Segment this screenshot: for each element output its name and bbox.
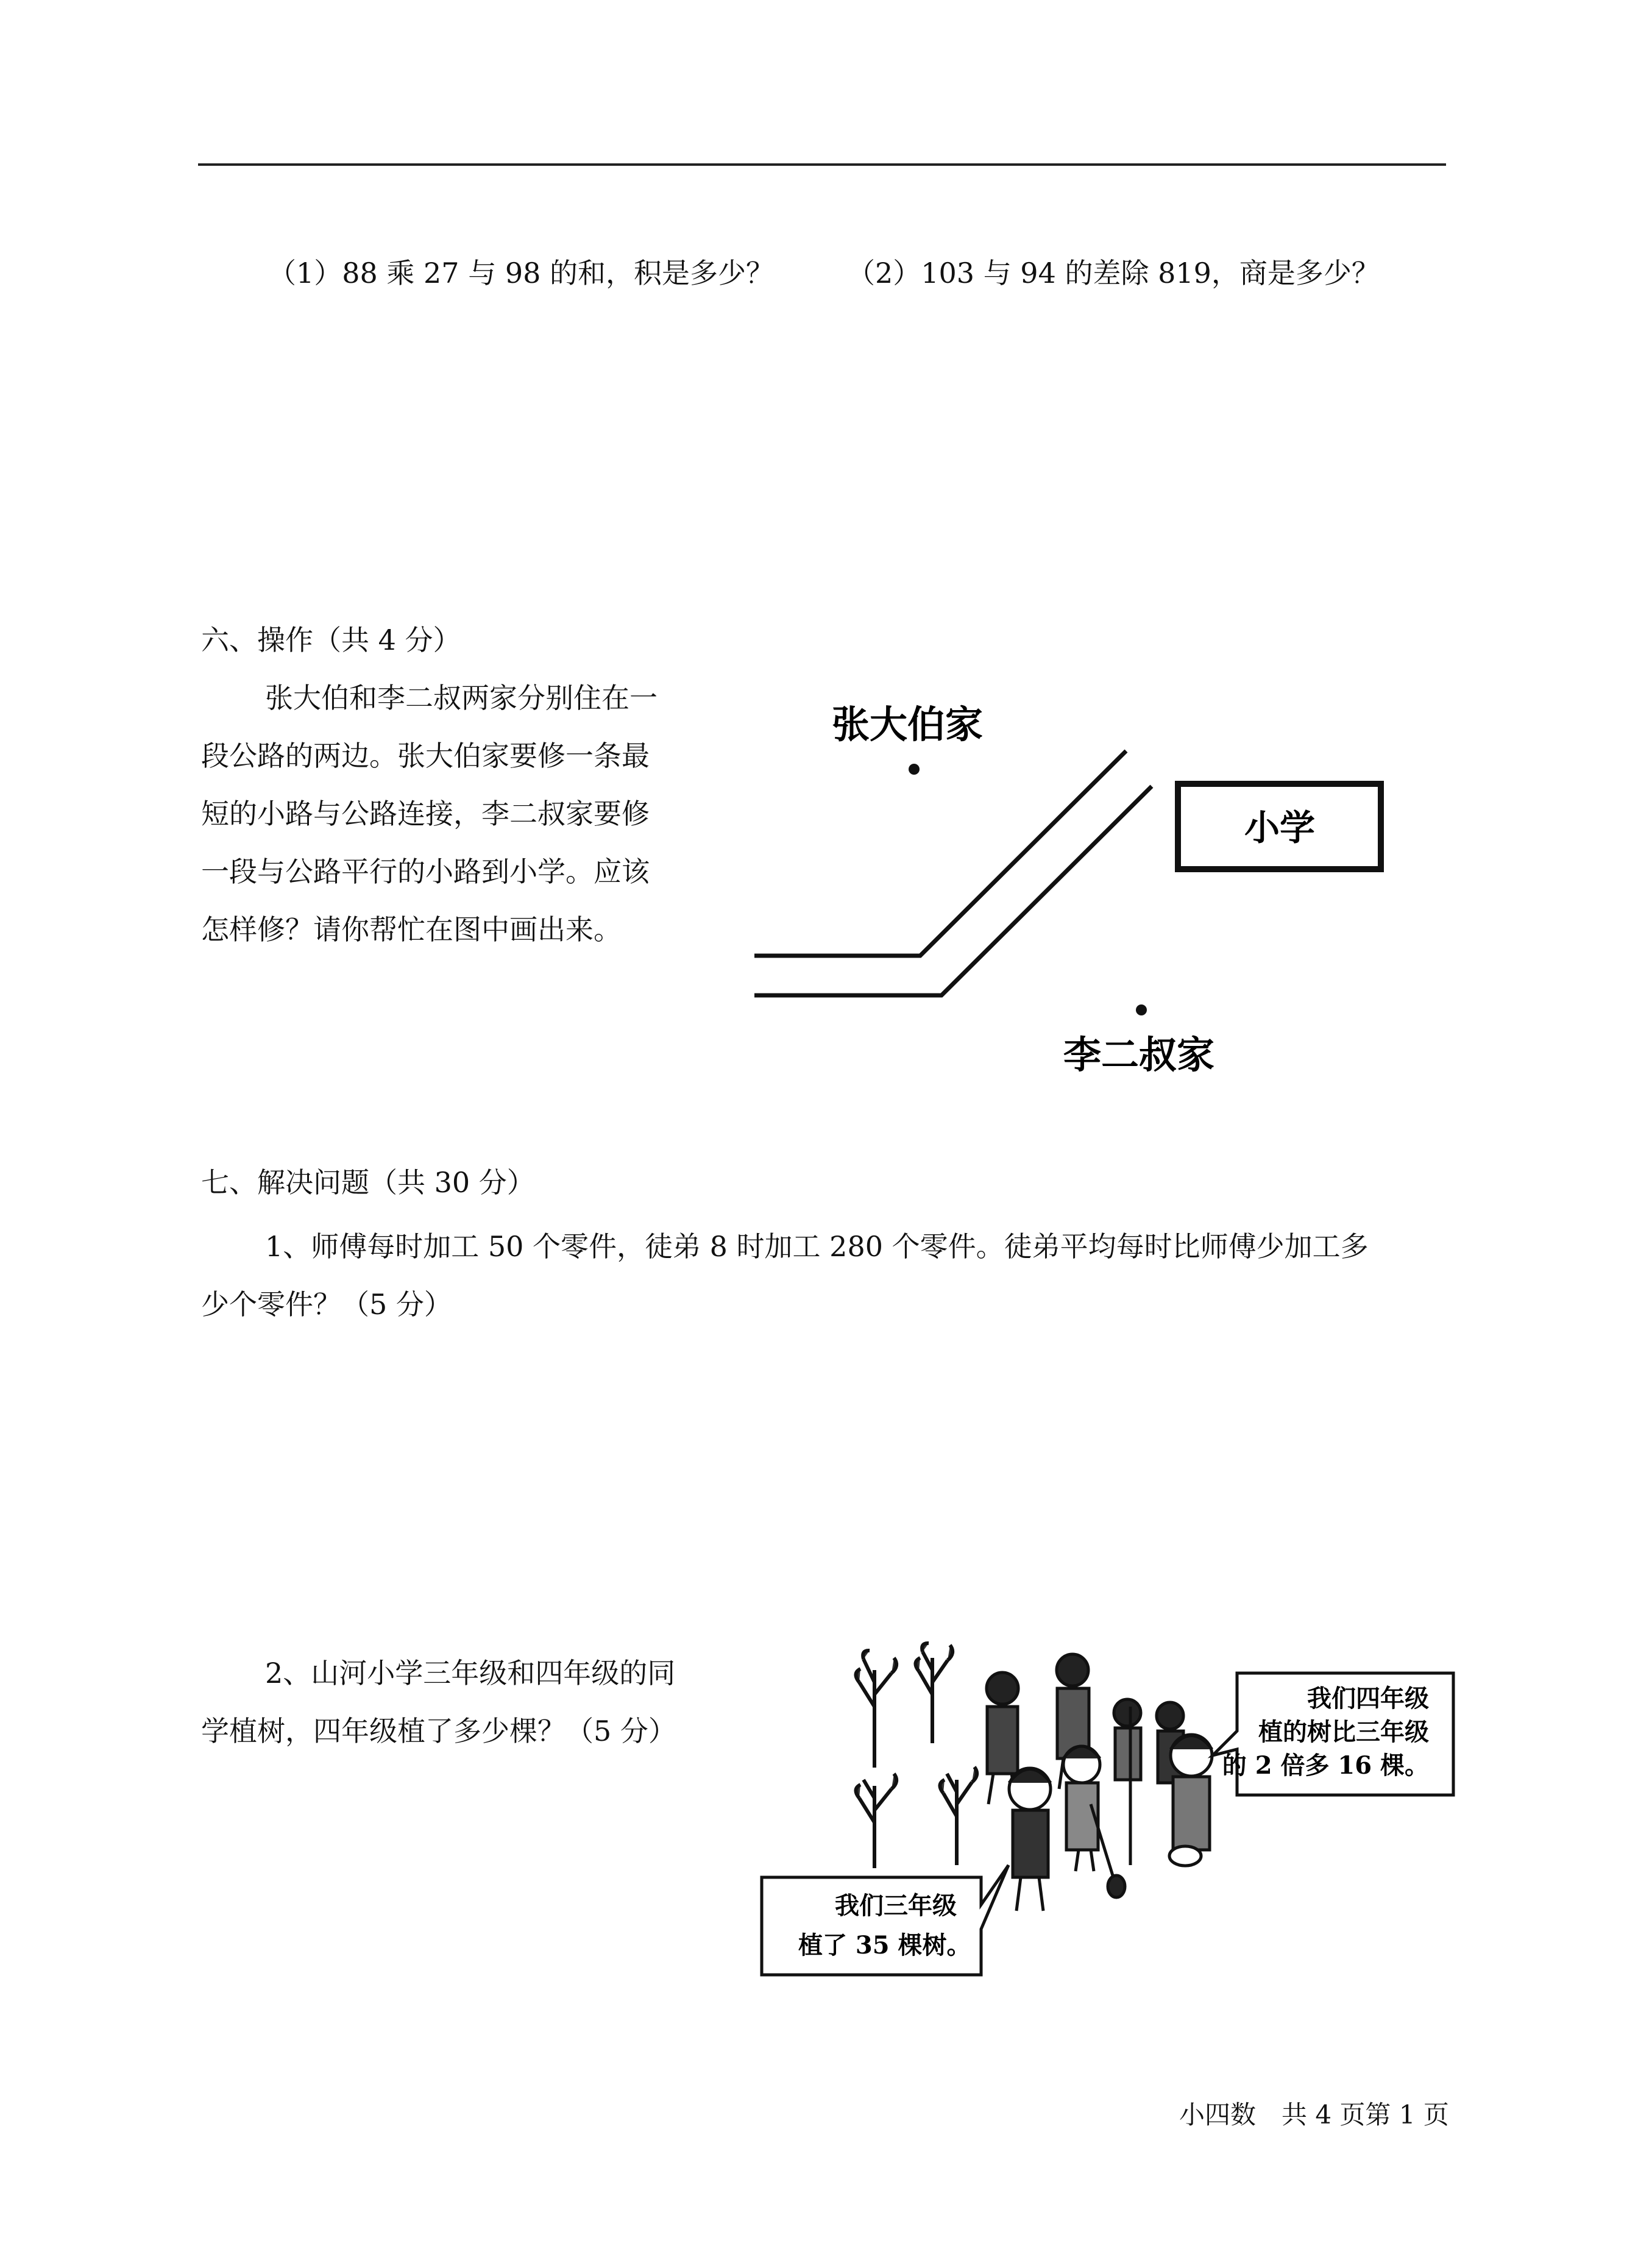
section6-line: 段公路的两边。张大伯家要修一条最 xyxy=(201,739,650,772)
problem1-line: 少个零件？（5 分） xyxy=(201,1288,452,1321)
road-edge-upper xyxy=(754,751,1126,956)
child-figure xyxy=(1169,1735,1212,1866)
section7-heading: 七、解决问题（共 30 分） xyxy=(201,1166,535,1199)
bubble-grade3-line: 我们三年级 xyxy=(835,1891,957,1920)
child-figure xyxy=(1114,1699,1141,1780)
bubble-grade3-line: 植了 35 棵树。 xyxy=(798,1931,971,1960)
problem2-line: 学植树，四年级植了多少棵？（5 分） xyxy=(201,1715,676,1747)
tree-icon xyxy=(856,1651,896,1768)
bubble-grade4-line: 的 2 倍多 16 棵。 xyxy=(1222,1751,1429,1780)
question-2: （2）103 与 94 的差除 819，商是多少？ xyxy=(847,257,1380,290)
tree-icon xyxy=(940,1767,977,1865)
section6-line: 怎样修？请你帮忙在图中画出来。 xyxy=(201,913,622,946)
section6-line: 一段与公路平行的小路到小学。应该 xyxy=(201,855,650,888)
children-group xyxy=(987,1654,1212,1911)
bubble-grade4-line: 植的树比三年级 xyxy=(1258,1718,1429,1746)
li-house-label: 李二叔家 xyxy=(1063,1033,1215,1077)
page-footer: 小四数 共 4 页第 1 页 xyxy=(1179,2100,1449,2130)
tree-illustration xyxy=(856,1643,977,1868)
speech-bubble-grade4 xyxy=(1213,1673,1453,1795)
tree-icon xyxy=(915,1643,952,1743)
section6-line: 张大伯和李二叔两家分别住在一 xyxy=(265,681,658,714)
speech-bubble-grade3 xyxy=(762,1865,1009,1975)
shovel-blade-icon xyxy=(1108,1875,1125,1897)
zhang-house-dot xyxy=(909,764,920,775)
bubble-grade4-line: 我们四年级 xyxy=(1307,1684,1429,1713)
zhang-house-label: 张大伯家 xyxy=(832,702,984,747)
road-edge-lower xyxy=(754,786,1152,995)
question-1: （1）88 乘 27 与 98 的和，积是多少？ xyxy=(268,257,774,290)
problem2-line: 2、山河小学三年级和四年级的同 xyxy=(265,1657,676,1690)
problem1-line: 1、师傅每时加工 50 个零件，徒弟 8 时加工 280 个零件。徒弟平均每时比师傅少加工多 xyxy=(265,1230,1369,1263)
tree-icon xyxy=(856,1774,896,1868)
li-house-dot xyxy=(1136,1004,1147,1015)
section6-heading: 六、操作（共 4 分） xyxy=(201,624,461,656)
school-label: 小学 xyxy=(1244,807,1316,848)
child-figure xyxy=(1063,1746,1100,1871)
section6-line: 短的小路与公路连接，李二叔家要修 xyxy=(201,797,650,830)
child-figure xyxy=(1009,1768,1051,1911)
